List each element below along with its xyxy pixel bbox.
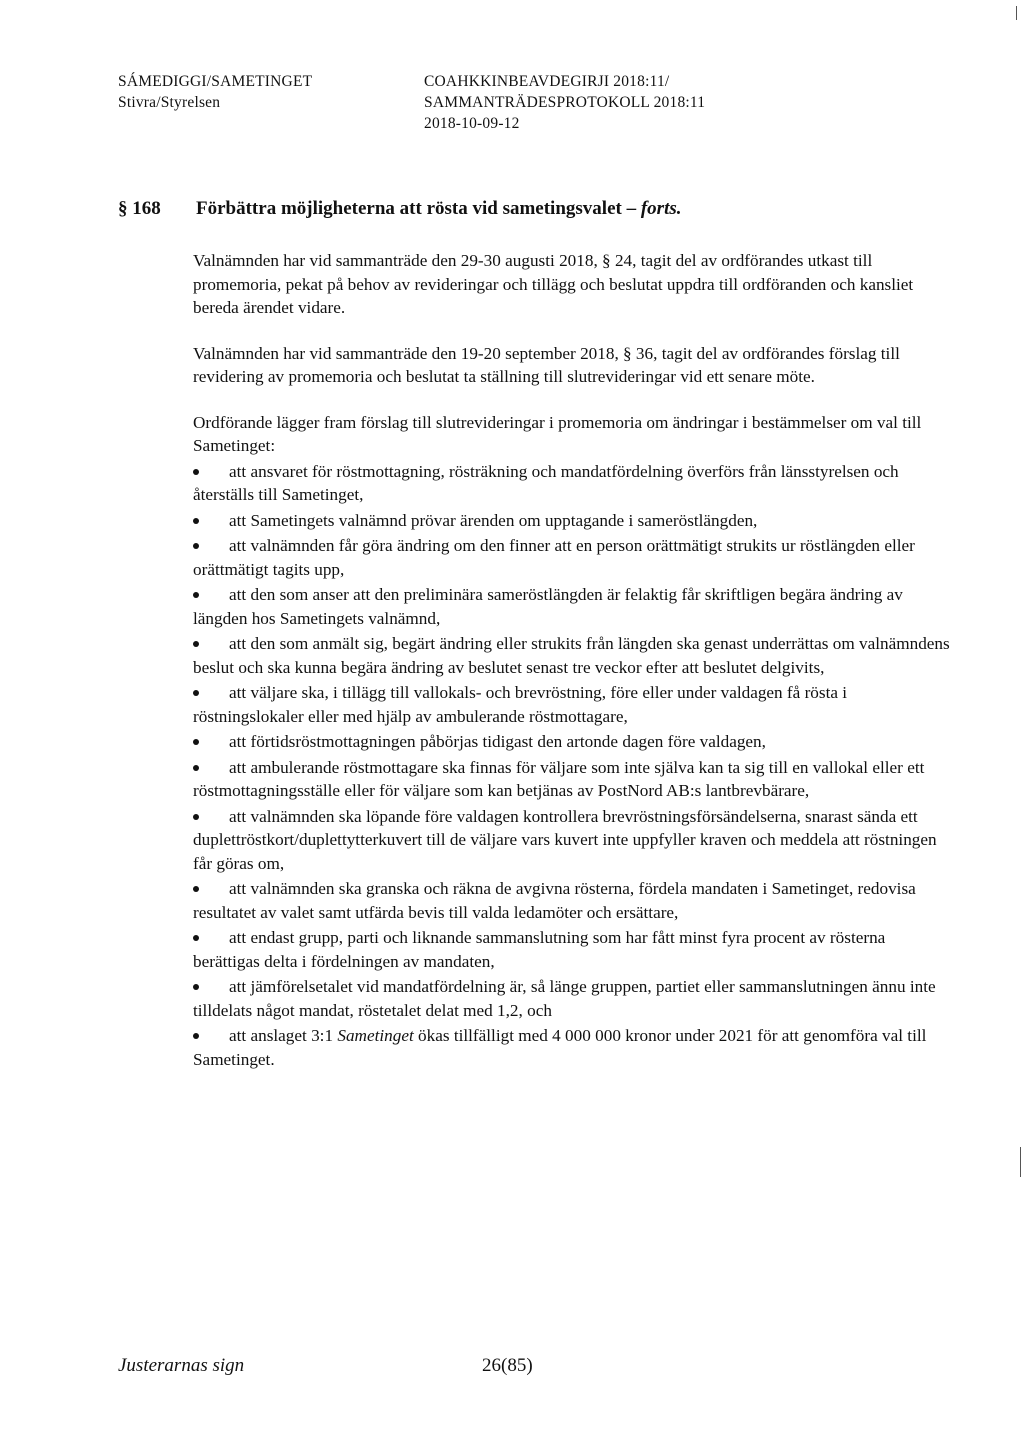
header-org: SÁMEDIGGI/SAMETINGET: [118, 73, 313, 90]
list-item: att Sametingets valnämnd prövar ärenden om upptagande i sameröstlängden,: [193, 509, 953, 533]
document-body: [193, 249, 953, 1071]
section-number: § 168: [118, 198, 161, 219]
list-item: att jämförelsetalet vid mandatfördelning är, så länge gruppen, partiet eller sammanslutningen ännu inte tilldelats något mandat, röstetalet delat med 1,2, och: [193, 977, 936, 1020]
section-heading: [118, 198, 682, 220]
list-item-last: att anslaget 3:1 Sametinget ökas tillfälligt med 4 000 000 kronor under 2021 för att genomföra val till Sametinget.: [193, 1026, 927, 1069]
list-item: att den som anser att den preliminära sameröstlängden är felaktig får skriftligen begära ändring av längden hos Sametingets valnämnd,: [193, 585, 903, 628]
bullet-icon: [193, 984, 199, 990]
paragraph-2: Valnämnden har vid sammanträde den 19-20 september 2018, § 36, tagit del av ordförandes förslag till revidering av promemoria och beslutat ta ställning till slutrevideringar vid ett senare möte.: [193, 343, 900, 386]
list-item: att valnämnden får göra ändring om den finner att en person orättmätigt strukits ur röstlängden eller orättmätigt tagits upp,: [193, 536, 915, 579]
bullet-icon: [193, 543, 199, 549]
list-item: att väljare ska, i tillägg till vallokals- och brevröstning, före eller under valdagen få rösta i röstningslokaler eller med hjälp av ambulerande röstmottagare,: [193, 683, 848, 726]
bullet-icon: [193, 1033, 199, 1039]
list-item: att ambulerande röstmottagare ska finnas för väljare som inte själva kan ta sig till en vallokal eller ett röstmottagningsställe eller för väljare som kan betjänas av PostNord AB:s lantbrevbärare,: [193, 757, 925, 800]
bullet-icon: [193, 814, 199, 820]
list-item: att den som anmält sig, begärt ändring eller strukits från längden ska genast underrättas om valnämndens beslut och ska kunna begära ändring av beslutet senast tre veckor efter att beslutet delgivits,: [193, 634, 950, 677]
italic-sametinget: Sametinget: [337, 1026, 414, 1045]
scan-edge-mark-top: [1016, 6, 1017, 20]
bullet-icon: [193, 469, 199, 475]
section-title-suffix: forts.: [640, 198, 682, 219]
header-protocol-sami: COAHKKINBEAVDEGIRJI 2018:11/: [424, 73, 670, 90]
proposal-list: [193, 460, 953, 1072]
footer-signature-label: Justerarnas sign: [118, 1355, 245, 1376]
bullet-icon: [193, 690, 199, 696]
header-unit: Stivra/Styrelsen: [118, 94, 221, 111]
bullet-icon: [193, 641, 199, 647]
bullet-icon: [193, 518, 199, 524]
header-protocol-swedish: SAMMANTRÄDESPROTOKOLL 2018:11: [424, 94, 706, 111]
header-date: 2018-10-09-12: [424, 115, 520, 132]
header-left: [118, 71, 312, 113]
list-item: att förtidsröstmottagningen påbörjas tidigast den artonde dagen före valdagen,: [193, 730, 953, 754]
section-title: Förbättra möjligheterna att rösta vid sametingsvalet –: [196, 198, 641, 219]
paragraph-1: Valnämnden har vid sammanträde den 29-30 augusti 2018, § 24, tagit del av ordförandes utkast till promemoria, pekat på behov av revideringar och tillägg och beslutat uppdra till ordföranden och kansliet bereda ärendet vidare.: [193, 251, 914, 317]
list-intro: Ordförande lägger fram förslag till slutrevideringar i promemoria om ändringar i bestämmelser om val till Sametinget:: [193, 412, 922, 455]
list-item: att endast grupp, parti och liknande sammanslutning som har fått minst fyra procent av rösterna berättigas delta i fördelningen av mandaten,: [193, 928, 886, 971]
bullet-icon: [193, 739, 199, 745]
list-item: att ansvaret för röstmottagning, rösträkning och mandatfördelning överförs från länsstyrelsen och återställs till Sametinget,: [193, 461, 899, 504]
list-item: att valnämnden ska löpande före valdagen kontrollera brevröstningsförsändelserna, snarast sända ett duplettröstkort/duplettytterkuvert till de väljare vars kuvert inte uppfyller kraven och meddela att röstningen får göras om,: [193, 806, 937, 873]
bullet-icon: [193, 935, 199, 941]
bullet-icon: [193, 592, 199, 598]
footer-page-number: 26(85): [482, 1355, 533, 1376]
bullet-icon: [193, 886, 199, 892]
scan-edge-mark-right: [1020, 1147, 1021, 1177]
bullet-icon: [193, 765, 199, 771]
header-right: [424, 71, 705, 134]
list-item: att valnämnden ska granska och räkna de avgivna rösterna, fördela mandaten i Sametinget, redovisa resultatet av valet samt utfärda bevis till valda ledamöter och ersättare,: [193, 879, 916, 922]
